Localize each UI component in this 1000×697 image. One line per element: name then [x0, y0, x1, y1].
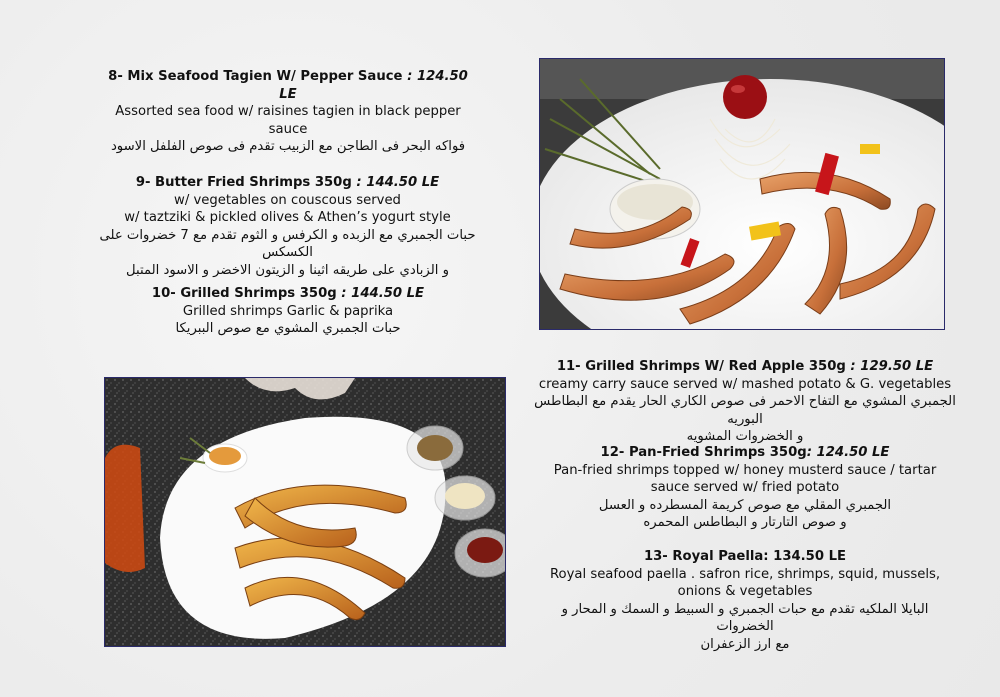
item-title: 11- Grilled Shrimps W/ Red Apple 350g : 129.50 LE	[556, 359, 934, 374]
item-title: 10- Grilled Shrimps 350g : 144.50 LE	[151, 286, 425, 301]
menu-item-12	[540, 444, 950, 532]
item-arabic-line-1: الجمبري المقلي مع صوص كريمة المسطرده و العسل	[598, 497, 892, 513]
item-description: Pan-fried shrimps topped w/ honey musterd sauce / tartar sauce served w/ fried potato	[553, 462, 937, 495]
item-description: w/ vegetables on couscous served w/ taztziki & pickled olives & Athen’s yogurt style	[124, 192, 451, 225]
item-title: 8- Mix Seafood Tagien W/ Pepper Sauce : 124.50 LE	[108, 69, 468, 102]
menu-item-9	[80, 174, 495, 279]
item-description: Royal seafood paella . safron rice, shrimps, squid, mussels, onions & vegetables	[549, 566, 941, 599]
menu-item-8	[98, 68, 478, 156]
item-title: 9- Butter Fried Shrimps 350g : 144.50 LE	[135, 175, 440, 190]
item-description: Grilled shrimps Garlic & paprika	[182, 303, 394, 319]
item-arabic-line-1: حبات الجمبري مع الزبده و الكرفس و الثوم تقدم مع 7 خضروات على الكسكس	[99, 227, 476, 260]
item-arabic-line-2: و الزبادي على طريقه اثينا و الزيتون الاخضر و الاسود المتبل	[126, 262, 449, 278]
item-arabic-line-1: الجمبري المشوي مع التفاح الاحمر فى صوص الكاري الحار يقدم مع البطاطس البوريه	[534, 394, 956, 427]
grilled-shrimp-plate-image	[540, 59, 945, 330]
item-arabic-line-2: و الخضروات المشويه	[686, 429, 804, 444]
item-arabic: حبات الجمبري المشوي مع صوص الببريكا	[175, 321, 401, 336]
shrimp-platter-image	[105, 378, 506, 647]
item-title: 12- Pan-Fried Shrimps 350g: 124.50 LE	[600, 445, 890, 460]
item-description: creamy carry sauce served w/ mashed potato & G. vegetables	[538, 376, 952, 392]
menu-item-11	[530, 358, 960, 446]
item-arabic-line-1: البايلا الملكيه تقدم مع حبات الجمبري و السبيط و السمك و المحار و الخضروات	[561, 601, 929, 634]
item-arabic-line-2: و صوص التارتار و البطاطس المحمره	[643, 515, 847, 530]
menu-item-10	[98, 285, 478, 338]
grilled-shrimp-photo	[539, 58, 945, 330]
menu-item-13	[540, 548, 950, 653]
item-arabic-line-2: مع ارز الزعفران	[700, 636, 790, 652]
item-description: Assorted sea food w/ raisines tagien in black pepper sauce	[115, 104, 461, 137]
item-arabic: فواكه البحر فى الطاجن مع الزبيب تقدم فى صوص الفلفل الاسود	[110, 139, 466, 154]
item-title: 13- Royal Paella: 134.50 LE	[643, 549, 847, 564]
shrimp-platter-photo	[104, 377, 506, 647]
